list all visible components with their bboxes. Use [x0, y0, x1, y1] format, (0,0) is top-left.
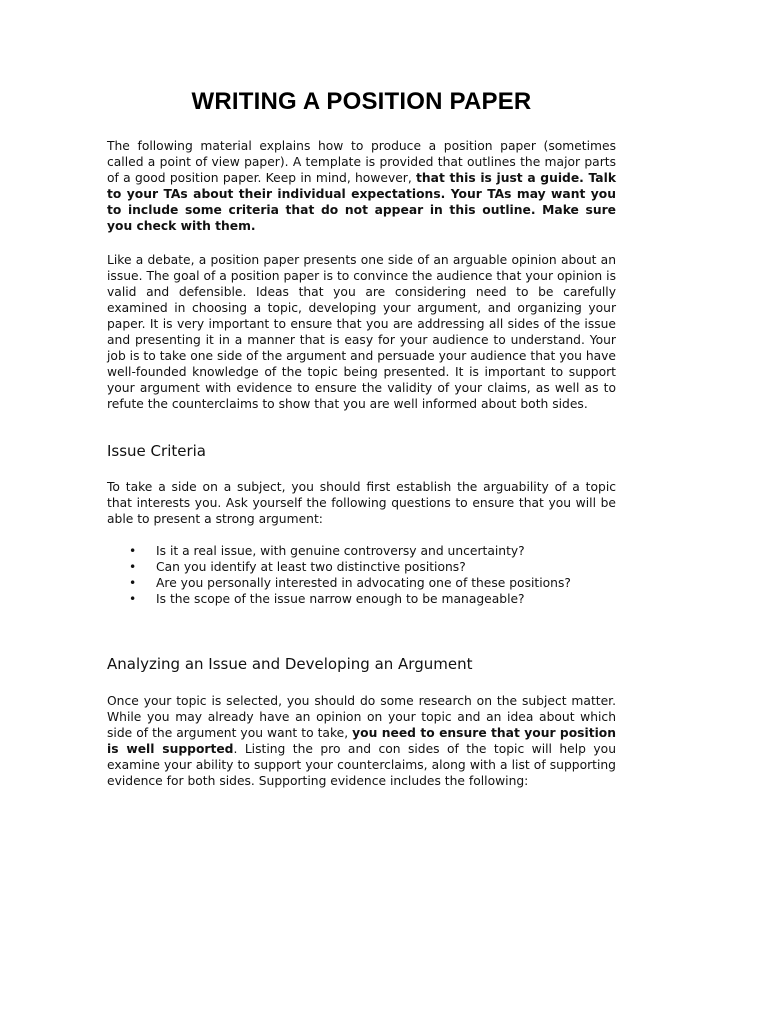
analyzing-bold-text: you need to ensure that your position is well supported: [107, 726, 616, 756]
bullet-icon: •: [129, 592, 137, 606]
intro-paragraph: [107, 138, 616, 234]
debate-paragraph: Like a debate, a position paper presents one side of an arguable opinion about an issue. The goal of a position paper is to convince the audience that your opinion is valid and defensible. Ideas that you are considering need to be carefully examined in choosing a topic, developing your argument, and organizing your paper. It is very important to ensure that you are addressing all sides of the issue and presenting it in a manner that is easy for your audience to understand. Your job is to take one side of the argument and persuade your audience that you have well-founded knowledge of the topic being presented. It is important to support your argument with evidence to ensure the validity of your claims, as well as to refute the counterclaims to show that you are well informed about both sides.: [107, 253, 616, 411]
list-item-text: Is the scope of the issue narrow enough to be manageable?: [156, 592, 525, 606]
list-item: [107, 591, 616, 607]
document-title: WRITING A POSITION PAPER: [191, 88, 532, 115]
issue-criteria-list: [107, 543, 616, 607]
list-item: [107, 575, 616, 591]
list-item-text: Are you personally interested in advocating one of these positions?: [156, 576, 571, 590]
list-item-text: Is it a real issue, with genuine controversy and uncertainty?: [156, 544, 525, 558]
list-item-text: Can you identify at least two distinctive positions?: [156, 560, 466, 574]
intro-text: The following material explains how to produce a position paper (sometimes called a point of view paper). A template is provided that outlines the major parts of a good position paper. Keep in mind, however,: [107, 139, 616, 185]
analyzing-text-1: Once your topic is selected, you should do some research on the subject matter. While you may already have an opinion on your topic and an idea about which side of the argument you want to take,: [107, 694, 616, 740]
analyzing-heading: Analyzing an Issue and Developing an Argument: [107, 655, 473, 673]
analyzing-paragraph: [107, 693, 616, 789]
list-item: [107, 559, 616, 575]
bullet-icon: •: [129, 544, 137, 558]
intro-bold-text: that this is just a guide. Talk to your TAs about their individual expectations. Your TAs may want you to include some criteria that do not appear in this outline. Make sure you check with them.: [107, 171, 616, 233]
bullet-icon: •: [129, 560, 137, 574]
issue-criteria-paragraph: To take a side on a subject, you should first establish the arguability of a topic that interests you. Ask yourself the following questions to ensure that you will be able to present a strong argument:: [107, 480, 616, 526]
issue-criteria-heading: Issue Criteria: [107, 442, 207, 460]
bullet-icon: •: [129, 576, 137, 590]
list-item: [107, 543, 616, 559]
analyzing-text-2: . Listing the pro and con sides of the topic will help you examine your ability to support your counterclaims, along with a list of supporting evidence for both sides. Supporting evidence includes the following:: [107, 742, 616, 788]
